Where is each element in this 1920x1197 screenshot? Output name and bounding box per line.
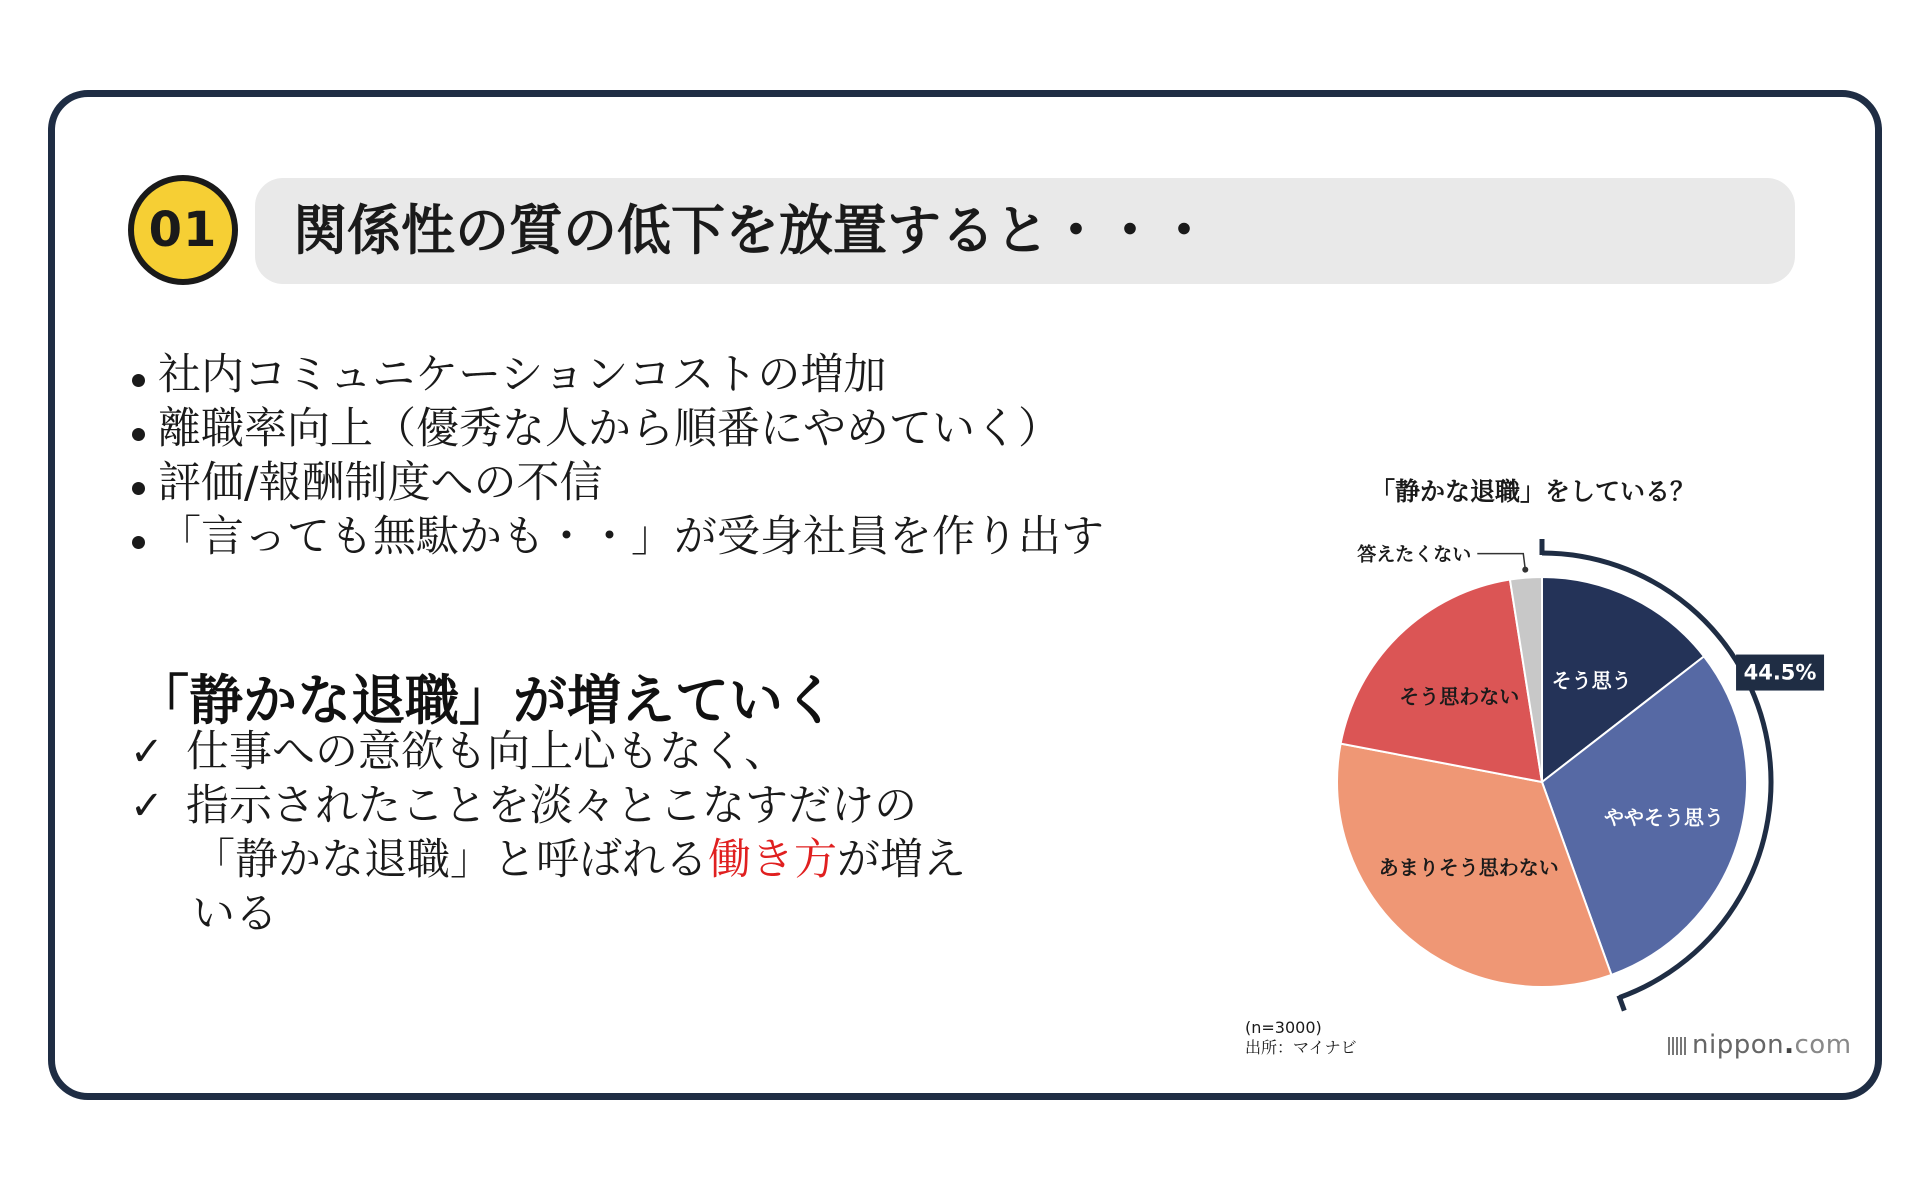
bullet-text: 評価/報酬制度への不信 bbox=[158, 458, 603, 508]
bullet-text: 離職率向上（優秀な人から順番にやめていく） bbox=[158, 404, 1061, 454]
checkmark-icon: ✓ bbox=[130, 783, 164, 829]
bullet-text: 社内コミュニケーションコストの増加 bbox=[158, 350, 887, 400]
check-text-part: 「静かな退職」と呼ばれる bbox=[192, 835, 708, 885]
check-text-part: が増え bbox=[837, 835, 966, 885]
highlight-text: 働き方 bbox=[708, 835, 837, 885]
number-badge: 01 bbox=[128, 175, 238, 285]
subheading: 「静かな退職」が増えていく bbox=[135, 669, 837, 732]
annotation-label: 44.5% bbox=[1743, 660, 1817, 685]
checkmark-icon: ✓ bbox=[130, 729, 164, 775]
bullet-text: 「言っても無駄かも・・」が受身社員を作り出す bbox=[158, 512, 1104, 562]
callout-line bbox=[1477, 554, 1525, 570]
check-text: 仕事への意欲も向上心もなく、 bbox=[186, 727, 788, 777]
sample-size: (n=3000) bbox=[1245, 1018, 1322, 1037]
slice-label: 答えたくない bbox=[1357, 543, 1472, 566]
slice-label: ややそう思う bbox=[1604, 805, 1725, 830]
brand-tld: com bbox=[1794, 1030, 1852, 1060]
slide-title: 関係性の質の低下を放置すると・・・ bbox=[293, 199, 1211, 262]
brand-dot: . bbox=[1784, 1030, 1795, 1060]
brand-name: nippon bbox=[1692, 1030, 1785, 1060]
footnote bbox=[1245, 1018, 1357, 1058]
slice-label: そう思う bbox=[1551, 668, 1632, 693]
slice-label: そう思わない bbox=[1399, 684, 1520, 709]
check-text-continued: いる bbox=[192, 889, 278, 939]
brand-logo bbox=[1668, 1030, 1852, 1060]
source-note: 出所：マイナビ bbox=[1245, 1038, 1357, 1057]
check-text: 指示されたことを淡々とこなすだけの bbox=[186, 781, 917, 831]
brand-icon bbox=[1668, 1037, 1686, 1055]
callout-dot bbox=[1522, 567, 1528, 573]
slice-label: あまりそう思わない bbox=[1378, 855, 1559, 880]
chart-title: 「静かな退職」をしている？ bbox=[1370, 477, 1696, 506]
